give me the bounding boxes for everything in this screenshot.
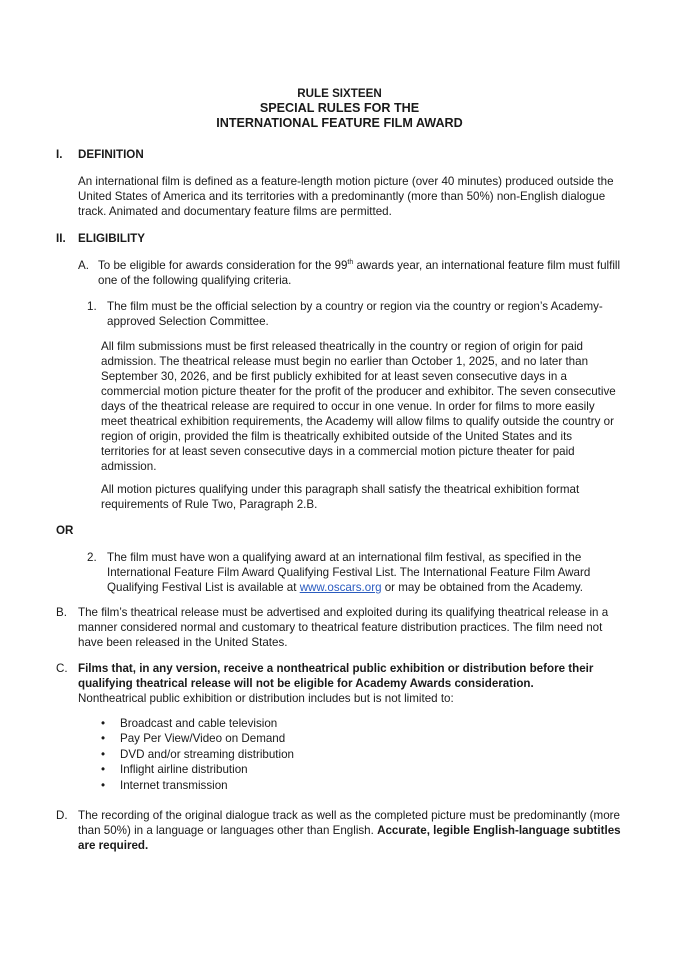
item-text: The film’s theatrical release must be advertised and exploited during its qualifying theatrical release in a manner considered normal and customary to theatrical feature distribution practices. The film need not have been released in the United States. [78,606,609,649]
section-number: II. [56,232,66,245]
section-heading-definition [56,147,144,162]
bullet-icon: • [101,732,106,746]
section-number: I. [56,148,63,161]
bullet-icon: • [101,717,106,730]
item-text-start: The film must have won a qualifying award at an international film festival, as specified in the International Feature Film Award Qualifying Festival List. The International Feature Film Award Qualifying Festival List is available at [107,551,591,594]
item-text-end: awards year, an international feature film must fulfill one of the following qualifying criteria. [98,259,621,287]
item-text [78,808,624,853]
bullet-icon: • [101,778,106,792]
item-text [107,550,607,595]
eligibility-item-b [56,605,628,650]
item-marker: B. [56,606,67,619]
item-marker: 1. [87,300,97,313]
list-item [100,762,294,777]
bullet-icon: • [101,763,106,777]
item-marker: D. [56,809,68,822]
bullet-icon: • [101,747,106,761]
rule-number: RULE SIXTEEN [297,87,382,100]
criterion-2 [87,550,607,595]
list-item-text: Pay Per View/Video on Demand [120,732,286,746]
eligibility-item-c [56,661,630,706]
criterion-1-format-paragraph: All motion pictures qualifying under this paragraph shall satisfy the theatrical exhibition format requirements of Rule Two, Paragraph 2.B. [101,483,580,511]
item-marker: A. [78,259,89,272]
subtitle-requirement: Accurate, legible English-language subtitles are required. [78,824,621,852]
nontheatrical-rule: Films that, in any version, receive a nontheatrical public exhibition or distribution before their qualifying theatrical release will not be eligible for Academy Awards consideration. [78,662,594,690]
list-item-text: Internet transmission [120,778,228,792]
section-title: DEFINITION [78,148,144,161]
list-item-text: Broadcast and cable television [120,717,278,730]
ordinal-suffix: th [347,259,354,267]
criterion-1 [87,299,615,329]
or-label: OR [56,524,74,537]
item-text-start: To be eligible for awards consideration for the 99 [98,259,348,272]
section-heading-eligibility [56,231,145,246]
title-line-2: SPECIAL RULES FOR THE [259,101,420,115]
oscars-link[interactable]: www.oscars.org [299,581,382,594]
item-marker: 2. [87,551,97,564]
list-item [100,778,294,793]
item-text [98,258,630,288]
item-marker: C. [56,662,68,675]
list-item [100,747,294,762]
list-item-text: Inflight airline distribution [120,763,248,777]
section-title: ELIGIBILITY [78,232,145,245]
document-title [0,87,679,131]
list-item [100,731,294,746]
criterion-1-release-paragraph: All film submissions must be first released theatrically in the country or region of origin for paid admission. The theatrical release must begin no earlier than October 1, 2025, and no later than September 30, 2026, and be first publicly exhibited for at least seven consecutive days in a commercial motion picture theater for the profit of the producer and exhibitor. The seven consecutive days of the theatrical release are required to occur in one venue. In order for films to more easily meet theatrical exhibition requirements, the Academy will allow films to qualify outside the country or region of origin, provided the film is theatrically exhibited outside of the United States and its territories for at least seven consecutive days in a commercial motion picture theater for paid admission. [101,340,616,473]
list-item [100,716,294,731]
nontheatrical-list [100,716,294,793]
eligibility-item-d [56,808,624,853]
language-requirement: The recording of the original dialogue track as well as the completed picture must be predominantly (more than 50%) in a language or languages other than English. [78,809,620,837]
definition-paragraph: An international film is defined as a feature-length motion picture (over 40 minutes) produced outside the United States of America and its territories with a predominantly (more than 50%) non-English dialogue track. Animated and documentary feature films are permitted. [78,175,614,218]
eligibility-item-a [78,258,630,288]
item-text [78,661,630,706]
item-text: The film must be the official selection by a country or region via the country or region’s Academy-approved Selection Committee. [107,300,603,328]
title-line-3: INTERNATIONAL FEATURE FILM AWARD [216,116,463,130]
nontheatrical-definition: Nontheatrical public exhibition or distribution includes but is not limited to: [78,692,454,705]
list-item-text: DVD and/or streaming distribution [120,747,294,761]
item-text-end: or may be obtained from the Academy. [381,581,584,594]
